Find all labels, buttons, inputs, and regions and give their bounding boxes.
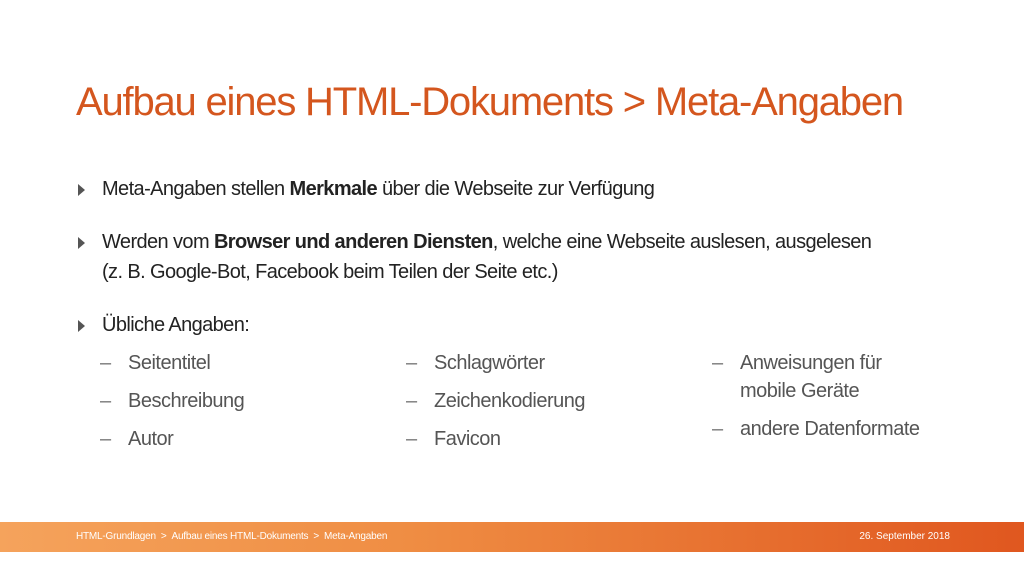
sub-list-item <box>406 387 666 415</box>
sub-list-label: Seitentitel <box>128 352 211 374</box>
bullet-item <box>76 310 956 340</box>
footer-breadcrumb-item: HTML-Grundlagen <box>76 531 156 542</box>
footer-breadcrumb-item: Meta-Angaben <box>324 531 388 542</box>
footer-breadcrumb-separator: > <box>160 531 167 542</box>
title-separator: > <box>622 80 645 124</box>
title-main: Aufbau eines HTML-Dokuments <box>76 80 613 124</box>
dash-icon: – <box>406 390 417 412</box>
footer-breadcrumb-item: Aufbau eines HTML-Dokuments <box>171 531 309 542</box>
sub-list-item <box>100 387 360 415</box>
bullet-text-before: Meta-Angaben stellen <box>102 178 290 200</box>
bullet-text: Übliche Angaben: <box>102 314 250 336</box>
sub-list-item <box>406 425 666 453</box>
sub-list-label: Beschreibung <box>128 390 245 412</box>
bullet-text-bold: Browser und anderen Diensten <box>213 231 493 253</box>
sub-list-item <box>406 349 666 377</box>
title-sub: Meta-Angaben <box>654 80 903 124</box>
bullet-item <box>76 227 956 287</box>
bullet-text-before: Werden vom <box>102 231 214 253</box>
sub-list-label: Schlagwörter <box>434 352 545 374</box>
bullet-list <box>76 174 956 363</box>
triangle-right-icon <box>78 237 85 249</box>
sub-list-columns <box>0 349 1024 469</box>
dash-icon: – <box>100 352 111 374</box>
bullet-text-after: , welche eine Webseite auslesen, ausgelesen <box>492 231 872 253</box>
bullet-item <box>76 174 956 204</box>
sub-list-label: Anweisungen für mobile Geräte <box>740 352 882 402</box>
dash-icon: – <box>712 352 723 374</box>
bullet-text-bold: Merkmale <box>289 178 378 200</box>
sub-list-label: andere Datenformate <box>740 418 920 440</box>
sub-list-label: Favicon <box>434 428 501 450</box>
dash-icon: – <box>100 390 111 412</box>
sub-list-column <box>712 349 972 453</box>
sub-list-column <box>100 349 360 463</box>
sub-list-item <box>100 349 360 377</box>
triangle-right-icon <box>78 320 85 332</box>
dash-icon: – <box>406 352 417 374</box>
slide-title <box>76 80 903 125</box>
sub-list-item <box>712 349 940 405</box>
dash-icon: – <box>712 418 723 440</box>
triangle-right-icon <box>78 184 85 196</box>
footer-date: 26. September 2018 <box>859 531 950 542</box>
bullet-text-after: über die Webseite zur Verfügung <box>377 178 655 200</box>
bullet-text-line2: (z. B. Google-Bot, Facebook beim Teilen der Seite etc.) <box>102 261 558 283</box>
sub-list-item <box>100 425 360 453</box>
dash-icon: – <box>100 428 111 450</box>
dash-icon: – <box>406 428 417 450</box>
footer-breadcrumb-separator: > <box>313 531 319 542</box>
sub-list-column <box>406 349 666 463</box>
footer-breadcrumb <box>76 530 387 544</box>
sub-list-label: Zeichenkodierung <box>434 390 585 412</box>
sub-list-label: Autor <box>128 428 174 450</box>
footer-bar <box>0 522 1024 552</box>
sub-list-item <box>712 415 940 443</box>
